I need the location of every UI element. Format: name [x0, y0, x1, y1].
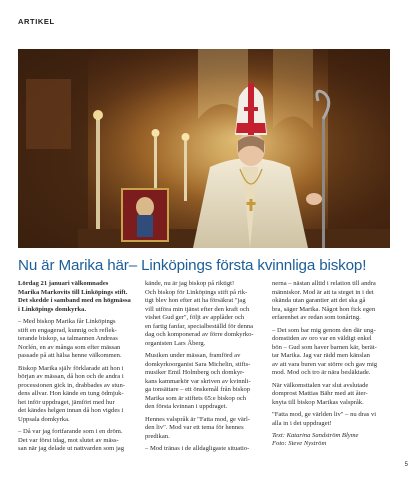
article-body	[18, 280, 390, 458]
article-photo	[18, 49, 390, 248]
article-paragraph: "Fatta mod, ge världen liv" – nu dras vi alla in i det uppdraget!	[272, 411, 377, 427]
section-label: ARTIKEL	[18, 17, 55, 26]
article-column-2	[145, 280, 263, 458]
article-paragraph: När välkomsttalen var slut avslutade domprost Mattias Bähr med att åter- knyta till biskop Marikas valspråk.	[272, 381, 369, 406]
article-column-3	[272, 280, 390, 458]
article-paragraph: – Med biskop Marika får Linköpings stift en engagerad, kunnig och reflek- terande biskop, sa talmannen Andreas Norlén, en av många som efter mässan passade på att hälsa henne välkommen.	[18, 317, 122, 360]
article-paragraph: Musiken under mässan, framförd av domkyrkoorganist Sara Michelin, stifts- musiker Emil Holmberg och domkyr- kans kammarkör var skriven av kvinnli- ga tonsättare – ett önskemål från biskop Marika som är stiftets 65:e biskop och den första kvinnan i uppdraget.	[145, 352, 251, 411]
article-paragraph: Biskop Marika själv förklarade att hon i början av mässan, då hon och de andra i processionen gick in, drabbades av stun- dens allvar. Hon kände en tung ödmjuk- het inför uppdraget, jämfört med hur det kändes helgen innan då hon vigdes i Uppsala domkyrka.	[18, 364, 125, 423]
article-paragraph: nerna – nästan alltid i relation till andra människor. Mod är att ta steget in i det okända utan garantier att det ska gå bra, säger Marika. Något hon fick egen erfarenhet av redan som tonåring.	[272, 280, 376, 322]
article-paragraph: Hennes valspråk är "Fatta mod, ge värl- den liv". Mod var ett tema för hennes predikan.	[145, 415, 251, 440]
article-paragraph: – Mod tränas i de alldagligaste situatio-	[145, 445, 250, 453]
article-headline: Nu är Marika här– Linköpings första kvinnliga biskop!	[18, 257, 367, 274]
article-lead-paragraph: Lördag 21 januari välkomnades Marika Markovits till Linköpings stift. Det skedde i samband med en högmässa i Linköpings domkyrka.	[18, 280, 131, 313]
photo-text-credit: Text: Katarina Sandström Blyme Foto: Steve Nyström	[272, 431, 359, 448]
article-paragraph: kände, nu är jag biskop på riktigt! Och biskop för Linköpings stift på rik- tigt blev hon efter att ha försäkrat "jag vill utföra min tjänst efter den kraft och vishet Gud ger", följt av applåder och en fartig fanfar, specialbeställd för denna dag och komponerad av förre domkyrko- organisten Lars Åberg.	[145, 280, 254, 347]
article-column-1	[18, 280, 136, 458]
page-number: 5	[404, 462, 408, 468]
article-paragraph: – Det som bar mig genom den där ung- domstiden av oro var en väldigt enkel bön – Gud som haver barnen kär, berät- tar Marika. Jag var rädd men känslan av att vara buren var större och gav mig mod. Mod och tro är nära besläktade.	[272, 326, 378, 377]
article-paragraph: – Då var jag fortfarande som i en dröm. Det var först idag, mot slutet av mäss- san när jag delade ut nattvarden som jag	[18, 428, 125, 453]
